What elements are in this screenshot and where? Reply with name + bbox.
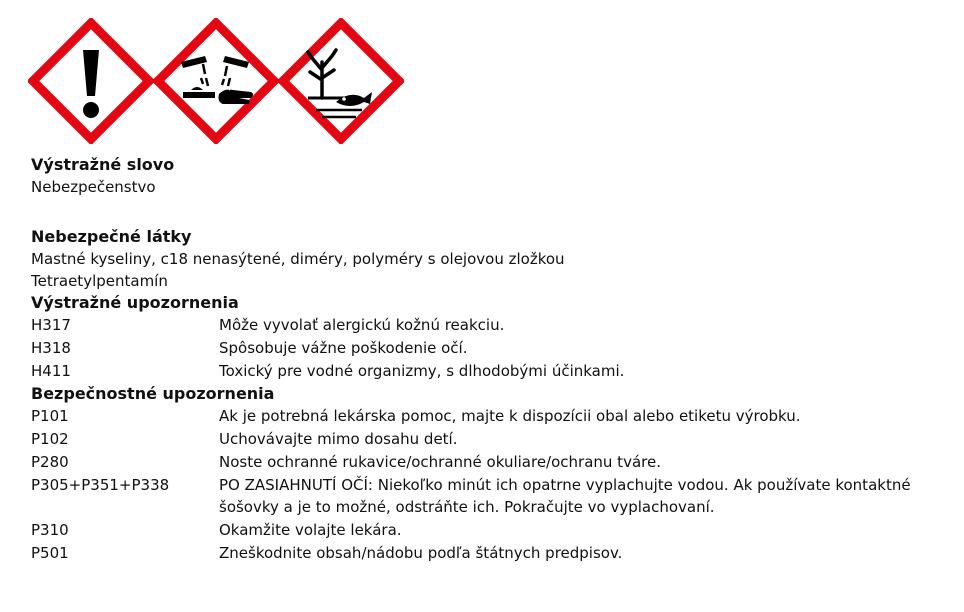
precautionary-code: P101 [31, 407, 69, 425]
hazard-code: H317 [31, 316, 71, 334]
precautionary-statement-row [31, 542, 941, 564]
precautionary-text: Noste ochranné rukavice/ochranné okuliare/ochranu tváre. [219, 453, 661, 471]
precautionary-text: Uchovávajte mimo dosahu detí. [219, 430, 458, 448]
corrosion-icon [153, 18, 279, 144]
hazardous-substance-item: Mastné kyseliny, c18 nenasýtené, diméry, polyméry s olejovou zložkou [31, 250, 565, 268]
hazardous-substance-item: Tetraetylpentamín [31, 272, 168, 290]
hazard-text: Toxický pre vodné organizmy, s dlhodobými účinkami. [219, 362, 625, 380]
precautionary-statement-row [31, 474, 941, 518]
precautionary-code: P280 [31, 453, 69, 471]
precautionary-statements-heading: Bezpečnostné upozornenia [31, 384, 275, 403]
label-content [31, 150, 941, 565]
precautionary-statement-row [31, 405, 941, 427]
hazardous-substances-heading: Nebezpečné látky [31, 227, 192, 246]
signal-word-heading: Výstražné slovo [31, 155, 175, 174]
precautionary-code: P501 [31, 544, 69, 562]
precautionary-code: P102 [31, 430, 69, 448]
signal-word-value: Nebezpečenstvo [31, 178, 156, 196]
hazard-code: H411 [31, 362, 71, 380]
hazard-statement-row [31, 360, 941, 382]
precautionary-text: Okamžite volajte lekára. [219, 521, 402, 539]
hazard-text: Spôsobuje vážne poškodenie očí. [219, 339, 468, 357]
environment-hazard-icon [278, 18, 404, 144]
precautionary-text: PO ZASIAHNUTÍ OČÍ: Niekoľko minút ich opatrne vyplachujte vodou. Ak používate kontaktné šošovky a je to možné, odstráňte ich. Pokračujte vo vyplachovaní. [219, 476, 911, 516]
precautionary-statement-row [31, 519, 941, 541]
hazard-statement-row [31, 337, 941, 359]
exclamation-mark-icon [28, 18, 154, 144]
precautionary-statement-row [31, 428, 941, 450]
precautionary-code: P305+P351+P338 [31, 476, 170, 494]
precautionary-statement-row [31, 451, 941, 473]
precautionary-text: Zneškodnite obsah/nádobu podľa štátnych predpisov. [219, 544, 623, 562]
precautionary-code: P310 [31, 521, 69, 539]
hazard-text: Môže vyvolať alergickú kožnú reakciu. [219, 316, 505, 334]
hazard-statements-heading: Výstražné upozornenia [31, 293, 239, 312]
precautionary-text: Ak je potrebná lekárska pomoc, majte k dispozícii obal alebo etiketu výrobku. [219, 407, 801, 425]
hazard-code: H318 [31, 339, 71, 357]
hazard-statement-row [31, 314, 941, 336]
